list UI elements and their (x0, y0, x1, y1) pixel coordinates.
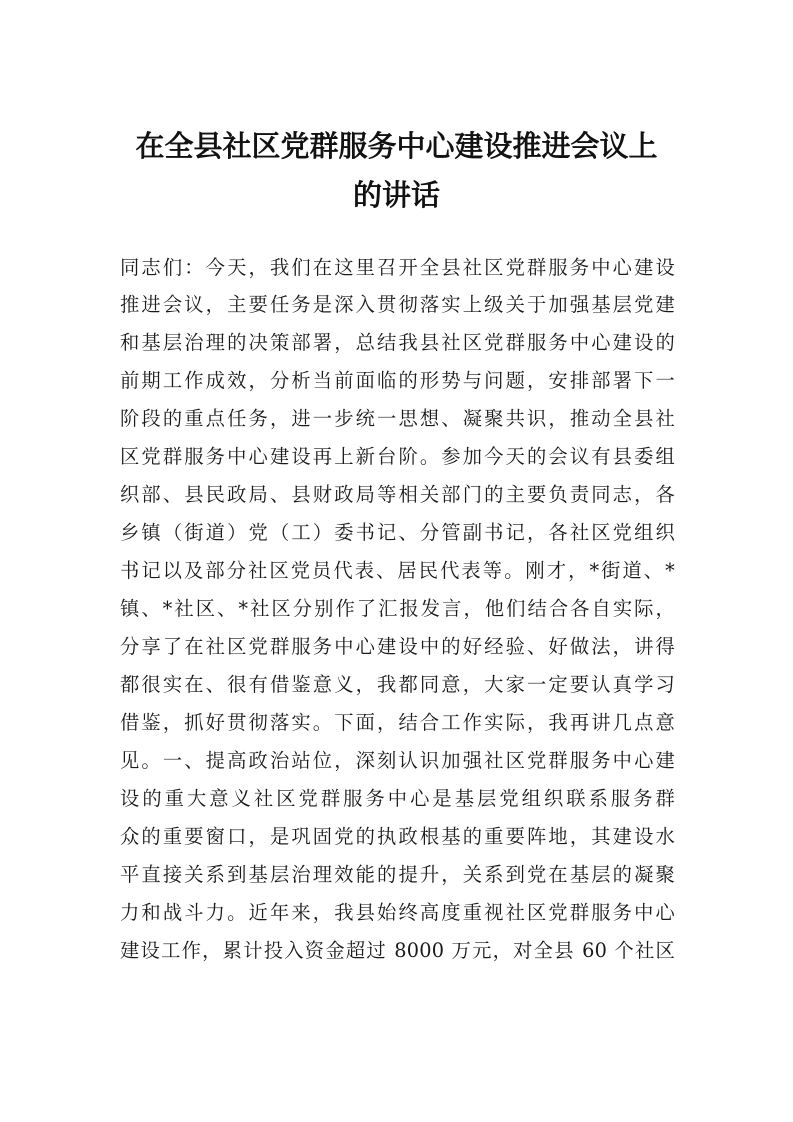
body-text-line: 平直接关系到基层治理效能的提升，关系到党在基层的凝聚 (120, 863, 675, 886)
body-text-line: 前期工作成效，分析当前面临的形势与问题，安排部署下一 (120, 369, 675, 392)
body-text-line: 同志们：今天，我们在这里召开全县社区党群服务中心建设 (120, 256, 675, 279)
body-text-line: 建设工作，累计投入资金超过 8000 万元，对全县 60 个社区 (120, 939, 675, 962)
body-text-line: 和基层治理的决策部署，总结我县社区党群服务中心建设的 (120, 331, 675, 354)
body-text-line: 见。一、提高政治站位，深刻认识加强社区党群服务中心建 (120, 749, 675, 772)
body-text-line: 都很实在、很有借鉴意义，我都同意，大家一定要认真学习 (120, 673, 675, 696)
body-text-line: 区党群服务中心建设再上新台阶。参加今天的会议有县委组 (120, 445, 675, 468)
body-text-line: 设的重大意义社区党群服务中心是基层党组织联系服务群 (120, 787, 675, 810)
body-text-line: 织部、县民政局、县财政局等相关部门的主要负责同志，各 (120, 483, 675, 506)
body-text-line: 借鉴，抓好贯彻落实。下面，结合工作实际，我再讲几点意 (120, 711, 675, 734)
body-text-line: 众的重要窗口，是巩固党的执政根基的重要阵地，其建设水 (120, 825, 675, 848)
body-text-line: 乡镇（街道）党（工）委书记、分管副书记，各社区党组织 (120, 521, 675, 544)
document-title-line-1: 在全县社区党群服务中心建设推进会议上 (135, 129, 658, 163)
document-title-line-2: 的讲话 (352, 178, 440, 212)
body-text-line: 阶段的重点任务，进一步统一思想、凝聚共识，推动全县社 (120, 407, 675, 430)
body-text-line: 推进会议，主要任务是深入贯彻落实上级关于加强基层党建 (120, 293, 675, 316)
body-text-line: 力和战斗力。近年来，我县始终高度重视社区党群服务中心 (120, 901, 675, 924)
body-text-line: 镇、*社区、*社区分别作了汇报发言，他们结合各自实际， (120, 597, 675, 620)
body-text-line: 分享了在社区党群服务中心建设中的好经验、好做法，讲得 (120, 635, 675, 658)
body-text-line: 书记以及部分社区党员代表、居民代表等。刚才，*街道、* (120, 559, 675, 582)
